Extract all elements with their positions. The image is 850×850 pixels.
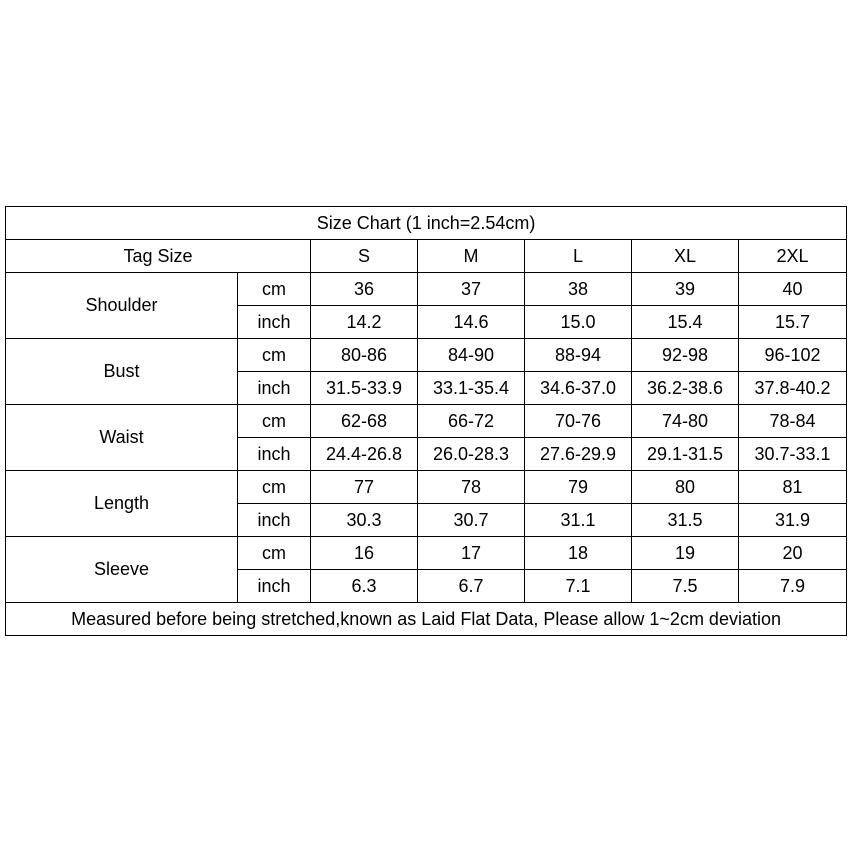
size-header: L bbox=[525, 240, 632, 273]
cm-value-cell: 88-94 bbox=[525, 339, 632, 372]
measurement-label: Bust bbox=[6, 339, 238, 405]
unit-label-cm: cm bbox=[238, 273, 311, 306]
header-row bbox=[6, 240, 847, 273]
inch-value-cell: 27.6-29.9 bbox=[525, 438, 632, 471]
unit-label-inch: inch bbox=[238, 504, 311, 537]
unit-label-inch: inch bbox=[238, 438, 311, 471]
unit-label-inch: inch bbox=[238, 570, 311, 603]
cm-value-cell: 37 bbox=[418, 273, 525, 306]
inch-value-cell: 30.7-33.1 bbox=[739, 438, 847, 471]
inch-value-cell: 33.1-35.4 bbox=[418, 372, 525, 405]
title-row bbox=[6, 207, 847, 240]
cm-value-cell: 18 bbox=[525, 537, 632, 570]
deviation-note: Measured before being stretched,known as Laid Flat Data, Please allow 1~2cm deviation bbox=[6, 603, 847, 636]
cm-value-cell: 40 bbox=[739, 273, 847, 306]
inch-value-cell: 14.2 bbox=[311, 306, 418, 339]
cm-value-cell: 19 bbox=[632, 537, 739, 570]
measurement-row-cm bbox=[6, 339, 847, 372]
cm-value-cell: 66-72 bbox=[418, 405, 525, 438]
size-header: M bbox=[418, 240, 525, 273]
cm-value-cell: 80 bbox=[632, 471, 739, 504]
measurement-label: Sleeve bbox=[6, 537, 238, 603]
inch-value-cell: 29.1-31.5 bbox=[632, 438, 739, 471]
inch-value-cell: 7.5 bbox=[632, 570, 739, 603]
size-chart-body bbox=[6, 207, 847, 636]
inch-value-cell: 6.3 bbox=[311, 570, 418, 603]
inch-value-cell: 15.7 bbox=[739, 306, 847, 339]
size-header: 2XL bbox=[739, 240, 847, 273]
inch-value-cell: 14.6 bbox=[418, 306, 525, 339]
cm-value-cell: 92-98 bbox=[632, 339, 739, 372]
cm-value-cell: 78-84 bbox=[739, 405, 847, 438]
tag-size-header: Tag Size bbox=[6, 240, 311, 273]
unit-label-cm: cm bbox=[238, 339, 311, 372]
inch-value-cell: 30.7 bbox=[418, 504, 525, 537]
cm-value-cell: 77 bbox=[311, 471, 418, 504]
measurement-label: Length bbox=[6, 471, 238, 537]
measurement-label: Waist bbox=[6, 405, 238, 471]
size-chart-table bbox=[5, 206, 847, 636]
cm-value-cell: 74-80 bbox=[632, 405, 739, 438]
cm-value-cell: 20 bbox=[739, 537, 847, 570]
cm-value-cell: 62-68 bbox=[311, 405, 418, 438]
inch-value-cell: 15.0 bbox=[525, 306, 632, 339]
inch-value-cell: 31.5 bbox=[632, 504, 739, 537]
inch-value-cell: 7.9 bbox=[739, 570, 847, 603]
inch-value-cell: 34.6-37.0 bbox=[525, 372, 632, 405]
note-row bbox=[6, 603, 847, 636]
unit-label-cm: cm bbox=[238, 537, 311, 570]
unit-label-inch: inch bbox=[238, 306, 311, 339]
measurement-label: Shoulder bbox=[6, 273, 238, 339]
cm-value-cell: 84-90 bbox=[418, 339, 525, 372]
inch-value-cell: 36.2-38.6 bbox=[632, 372, 739, 405]
inch-value-cell: 31.1 bbox=[525, 504, 632, 537]
chart-title: Size Chart (1 inch=2.54cm) bbox=[6, 207, 847, 240]
inch-value-cell: 6.7 bbox=[418, 570, 525, 603]
inch-value-cell: 7.1 bbox=[525, 570, 632, 603]
cm-value-cell: 96-102 bbox=[739, 339, 847, 372]
unit-label-inch: inch bbox=[238, 372, 311, 405]
cm-value-cell: 80-86 bbox=[311, 339, 418, 372]
cm-value-cell: 16 bbox=[311, 537, 418, 570]
inch-value-cell: 31.5-33.9 bbox=[311, 372, 418, 405]
cm-value-cell: 39 bbox=[632, 273, 739, 306]
cm-value-cell: 78 bbox=[418, 471, 525, 504]
inch-value-cell: 26.0-28.3 bbox=[418, 438, 525, 471]
cm-value-cell: 81 bbox=[739, 471, 847, 504]
cm-value-cell: 79 bbox=[525, 471, 632, 504]
measurement-row-cm bbox=[6, 273, 847, 306]
cm-value-cell: 36 bbox=[311, 273, 418, 306]
unit-label-cm: cm bbox=[238, 405, 311, 438]
cm-value-cell: 17 bbox=[418, 537, 525, 570]
cm-value-cell: 38 bbox=[525, 273, 632, 306]
inch-value-cell: 37.8-40.2 bbox=[739, 372, 847, 405]
inch-value-cell: 31.9 bbox=[739, 504, 847, 537]
size-header: S bbox=[311, 240, 418, 273]
measurement-row-cm bbox=[6, 471, 847, 504]
inch-value-cell: 15.4 bbox=[632, 306, 739, 339]
measurement-row-cm bbox=[6, 537, 847, 570]
inch-value-cell: 24.4-26.8 bbox=[311, 438, 418, 471]
cm-value-cell: 70-76 bbox=[525, 405, 632, 438]
unit-label-cm: cm bbox=[238, 471, 311, 504]
measurement-row-cm bbox=[6, 405, 847, 438]
size-header: XL bbox=[632, 240, 739, 273]
inch-value-cell: 30.3 bbox=[311, 504, 418, 537]
